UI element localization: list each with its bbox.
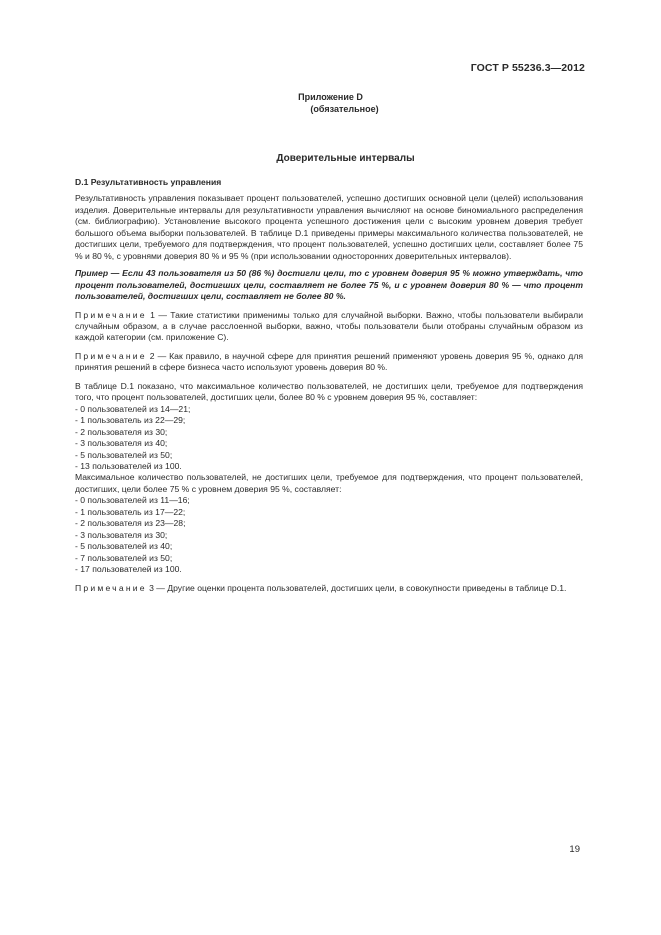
note-1-label: Примечание — [75, 309, 147, 320]
paragraph-table-75: Максимальное количество пользователей, не достигших цели, требуемое для подтверждения, что процент пользователей, достигших, цели более 75 % с уровнем доверия 95 %, составляет: — [75, 472, 583, 494]
paragraph-effectiveness-text: Результативность управления показывает процент пользователей, успешно достигших основной цели (целей) использования изделия. Доверительные интервалы для результативности управления вычисляют на основе биномиального распределения (см. библиографию). Установление высокого процента успешного достижения цели с высоким уровнем доверия требует большого объема выборки пользователей. В таблице D.1 приведены примеры максимального количества пользователей, не достигших цели, требуемого для подтверждения, что процент пользователей, успешно достигших цели, составляет более 75 % и 80 %, с уровнями доверия 80 % и 95 % (при использовании односторонних доверительных интервалов). — [75, 193, 583, 261]
section-title: Доверительные интервалы — [276, 153, 415, 164]
page-number: 19 — [569, 844, 580, 855]
list-80-percent — [75, 404, 583, 473]
list-item: - 5 пользователей из 40; — [75, 541, 173, 552]
list-75-percent — [75, 495, 583, 575]
note-1 — [75, 310, 583, 344]
list-item: - 1 пользователь из 17—22; — [75, 506, 186, 517]
standard-code: ГОСТ Р 55236.3—2012 — [470, 62, 585, 74]
list-item: - 2 пользователя из 30; — [75, 426, 168, 437]
note-2-label: Примечание — [75, 350, 147, 361]
list-item: - 2 пользователя из 23—28; — [75, 518, 186, 529]
list-item: - 17 пользователей из 100. — [75, 564, 182, 575]
note-1-text: 1 — Такие статистики применимы только для случайной выборки. Важно, чтобы пользователи выбирали случайным образом, а в случае расслоенной выборки, важно, чтобы пользователи были отобраны случайным образом из каждой категории (см. приложение С). — [75, 309, 583, 343]
annex-heading — [0, 91, 661, 115]
note-3-label: Примечание — [75, 582, 147, 593]
annex-title: Приложение D — [298, 92, 363, 102]
list-item: - 5 пользователей из 50; — [75, 449, 173, 460]
note-3-text: 3 — Другие оценки процента пользователей, достигших цели, в совокупности приведены в таблице D.1. — [146, 582, 567, 593]
list-item: - 1 пользователь из 22—29; — [75, 415, 186, 426]
document-body — [75, 177, 583, 594]
list-item: - 3 пользователя из 30; — [75, 529, 168, 540]
example-paragraph: Пример — Если 43 пользователя из 50 (86 %) достигли цели, то с уровнем доверия 95 % можно утверждать, что процент пользователей, достигших цели, составляет не более 75 %, и с уровнем доверия 80 % — что процент пользователей, достигших цели, составляет не более 80 %. — [75, 268, 583, 302]
paragraph-table-80: В таблице D.1 показано, что максимальное количество пользователей, не достигших цели, требуемое для подтверждения того, что процент пользователей, достигших цели, более 80 % с уровнем доверия 95 %, составляет: — [75, 380, 583, 403]
subsection-title: D.1 Результативность управления — [75, 177, 222, 187]
paragraph-effectiveness — [75, 193, 583, 262]
list-item: - 0 пользователей из 11—16; — [75, 495, 190, 506]
list-item: - 13 пользователей из 100. — [75, 460, 182, 471]
list-item: - 7 пользователей из 50; — [75, 552, 173, 563]
annex-subtitle: (обязательное) — [310, 104, 379, 114]
note-3 — [75, 583, 583, 594]
list-item: - 3 пользователя из 40; — [75, 438, 168, 449]
note-2 — [75, 351, 583, 374]
list-item: - 0 пользователей из 14—21; — [75, 403, 191, 414]
note-2-text: 2 — Как правило, в научной сфере для принятия решений применяют уровень доверия 95 %, однако для принятия решений в сфере бизнеса часто используют уровень доверия 80 %. — [75, 350, 583, 373]
